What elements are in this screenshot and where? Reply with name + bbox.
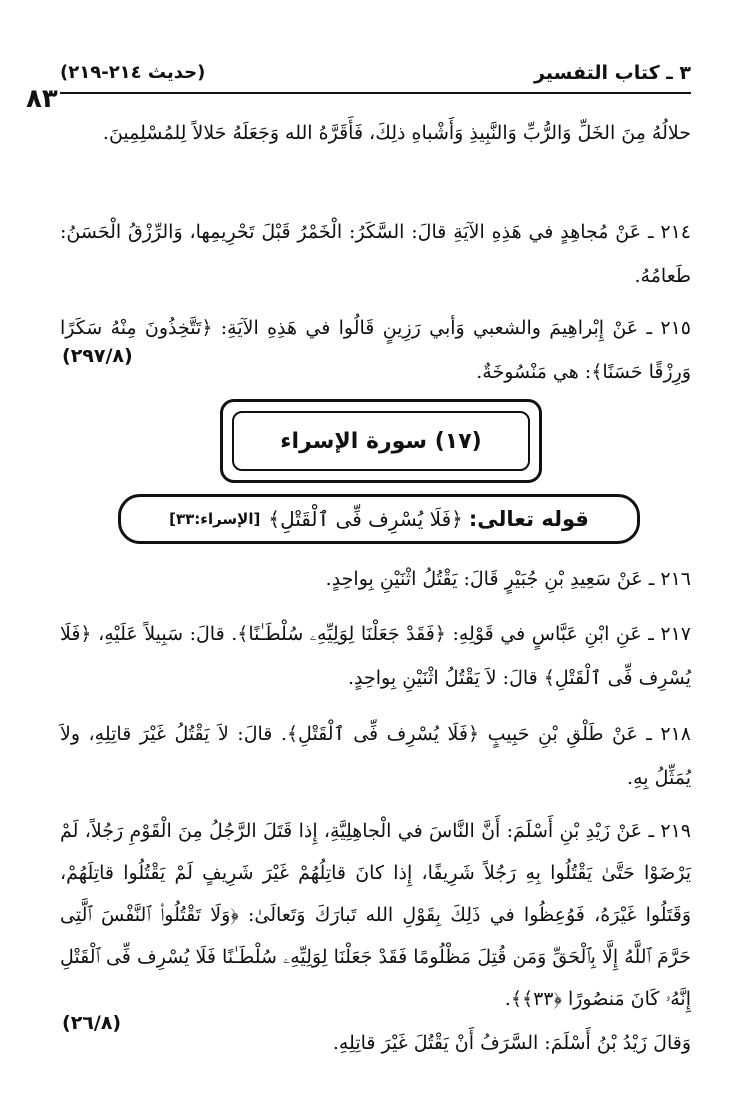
verse-heading: [118, 494, 640, 544]
hadith-216: ٢١٦ ـ عَنْ سَعِيدِ بْنِ جُبَيْرٍ قَالَ: يَقْتُلُ اثْنَيْنِ بِواحِدٍ.: [325, 568, 691, 590]
hadith-217: ٢١٧ ـ عَنِ ابْنِ عَبَّاسٍ في قَوْلِهِ: ﴿فَقَدْ جَعَلْنَا لِوَلِيِّهِۦ سُلْطَـٰنًا﴾. قالَ: سَبِيلاً عَلَيْهِ، ﴿فَلَا يُسْرِف فِّى ٱلْقَتْلِ﴾ قالَ: لاَ يَقْتُلُ اثْنَيْنِ بِواحِدٍ.: [60, 623, 691, 689]
hadith-218: ٢١٨ ـ عَنْ طَلْقِ بْنِ حَبِيبٍ ﴿فَلَا يُسْرِف فِّى ٱلْقَتْلِ﴾. قالَ: لاَ يَقْتُلُ غَيْرَ قاتِلِهِ، ولاَ يُمَثِّلُ بِهِ.: [60, 723, 691, 789]
surah-title-frame: [220, 399, 542, 483]
section-title: ٣ ـ كتاب التفسير: [534, 62, 691, 84]
surah-title: (١٧) سورة الإسراء: [232, 411, 530, 471]
verse-heading-source: [الإسراء:٣٣]: [169, 510, 261, 528]
page-header: [60, 58, 691, 94]
paragraph-continuation: حلالُهُ مِنَ الخَلِّ وَالرُّبِّ وَالنَّبِيذِ وَأَشْباهِ ذلِكَ، فَأَقَرَّهُ الله وَجَعَلَهُ حَلالاً لِلمُسْلِمِينَ.: [102, 122, 691, 144]
hadith-215: ٢١٥ ـ عَنْ إِبْراهِيمَ والشعبي وَأبي رَزِينٍ قَالُوا في هَذِهِ الآيَةِ: ﴿تَتَّخِذُونَ مِنْهُ سَكَرًا وَرِزْقًا حَسَنًا﴾: هي مَنْسُوخَةٌ.: [60, 317, 691, 383]
hadith-214: ٢١٤ ـ عَنْ مُجاهِدٍ في هَذِهِ الآيَةِ قالَ: السَّكَرُ: الْخَمْرُ قَبْلَ تَحْرِيمِها، وَالرِّزْقُ الْحَسَنُ: طَعامُهُ.: [60, 221, 691, 287]
verse-heading-verse: ﴿فَلَا يُسْرِف فِّى ٱلْقَتْلِ﴾: [268, 507, 463, 531]
page-number: ٨٣: [26, 84, 58, 114]
zaid-quote: وَقالَ زَيْدُ بْنُ أَسْلَمَ: السَّرَفُ أَنْ يَقْتُلَ غَيْرَ قاتِلِهِ.: [332, 1032, 691, 1054]
hadith-219: ٢١٩ ـ عَنْ زَيْدِ بْنِ أَسْلَمَ: أَنَّ النَّاسَ في الْجاهِلِيَّةِ، إِذا قَتَلَ الرَّجُلُ مِنَ الْقَوْمِ رَجُلاً، لَمْ يَرْضَوْا حَتَّىٰ يَقْتُلُوا بِهِ رَجُلاً شَرِيفًا، إِذا كانَ قاتِلُهُمْ غَيْرَ شَرِيفٍ لَمْ يَقْتُلُوا قاتِلَهُمْ، وَقَتَلُوا غَيْرَهُ، فَوُعِظُوا في ذَلِكَ بِقَوْلِ الله تَبارَكَ وَتَعالَىٰ: ﴿وَلَا تَقْتُلُوا۟ ٱلنَّفْسَ ٱلَّتِى حَرَّمَ ٱللَّهُ إِلَّا بِٱلْحَقِّ وَمَن قُتِلَ مَظْلُومًا فَقَدْ جَعَلْنَا لِوَلِيِّهِۦ سُلْطَـٰنًا فَلَا يُسْرِف فِّى ٱلْقَتْلِ إِنَّهُۥ كَانَ مَنصُورًا ﴿٣٣﴾﴾.: [60, 820, 691, 1010]
volume-reference: (٢٩٧/٨): [62, 345, 133, 367]
verse-heading-label: قوله تعالى:: [468, 507, 589, 531]
volume-reference: (٢٦/٨): [62, 1012, 122, 1034]
hadith-range: (حديث ٢١٤-٢١٩): [60, 62, 206, 83]
